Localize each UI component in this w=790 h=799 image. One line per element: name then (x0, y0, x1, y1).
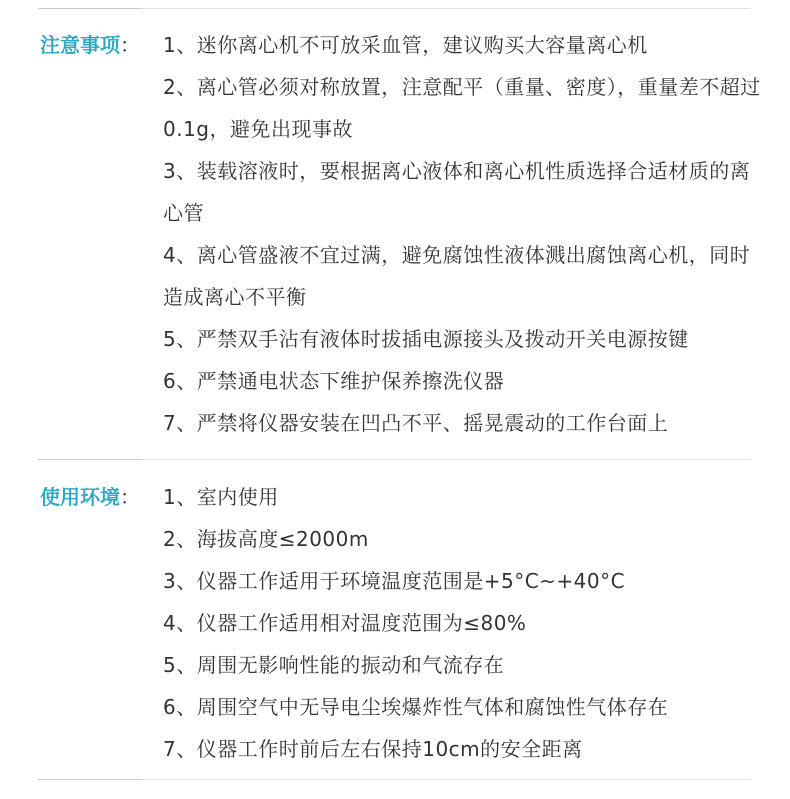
environment-item-6: 6、周围空气中无导电尘埃爆炸性气体和腐蚀性气体存在 (163, 695, 669, 719)
environment-item-3: 3、仪器工作适用于环境温度范围是+5°C~+40°C (163, 569, 626, 593)
environment-list (163, 476, 763, 770)
bottom-divider (38, 779, 750, 780)
notes-item-1: 1、迷你离心机不可放采血管，建议购买大容量离心机 (163, 33, 648, 57)
notes-heading-colon: ： (120, 33, 140, 57)
notes-item-4: 4、离心管盛液不宜过满，避免腐蚀性液体溅出腐蚀离心机，同时造成离心不平衡 (163, 243, 751, 309)
section-divider (38, 459, 750, 460)
environment-item-1: 1、室内使用 (163, 485, 279, 509)
notes-item-3: 3、装载溶液时，要根据离心液体和离心机性质选择合适材质的离心管 (163, 159, 751, 225)
notes-item-5: 5、严禁双手沾有液体时拔插电源接头及拨动开关电源按键 (163, 327, 689, 351)
notes-item-2: 2、离心管必须对称放置，注意配平（重量、密度），重量差不超过 0.1g，避免出现事故 (163, 75, 761, 141)
environment-heading-colon: ： (120, 485, 140, 509)
environment-item-4: 4、仪器工作适用相对温度范围为≤80% (163, 611, 527, 635)
notes-heading (40, 24, 140, 66)
notes-heading-text: 注意事项 (40, 33, 120, 57)
notes-item-6: 6、严禁通电状态下维护保养擦洗仪器 (163, 369, 505, 393)
environment-heading (40, 476, 140, 518)
notes-list (163, 24, 763, 444)
environment-item-5: 5、周围无影响性能的振动和气流存在 (163, 653, 505, 677)
environment-item-7: 7、仪器工作时前后左右保持10cm的安全距离 (163, 737, 583, 761)
notes-item-7: 7、严禁将仪器安装在凹凸不平、摇晃震动的工作台面上 (163, 411, 669, 435)
environment-heading-text: 使用环境 (40, 485, 120, 509)
environment-item-2: 2、海拔高度≤2000m (163, 527, 369, 551)
top-divider (38, 8, 750, 9)
